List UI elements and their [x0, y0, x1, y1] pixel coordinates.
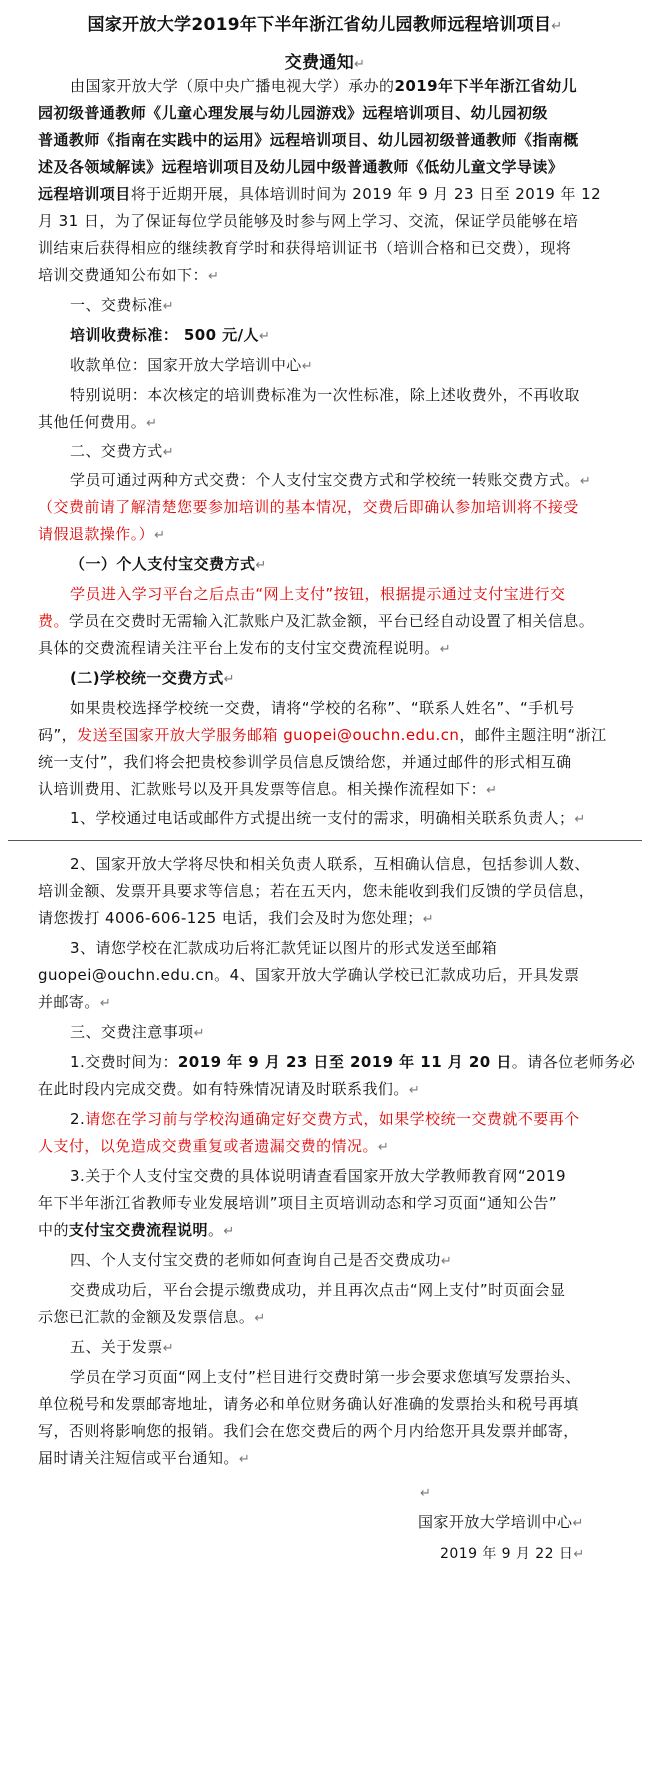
payee: 收款单位：国家开放大学培训中心↵ — [70, 356, 314, 374]
intro-line: 培训交费通知公布如下：↵ — [38, 266, 220, 284]
paragraph-mark: ↵ — [420, 1486, 431, 1501]
section-heading: 五、关于发票↵ — [70, 1338, 175, 1356]
school-payment-text: 统一支付”，我们将会把贵校参训学员信息反馈给您，并通过邮件的形式相互确 — [38, 753, 572, 771]
invoice-text: 学员在学习页面“网上支付”栏目进行交费时第一步会要求您填写发票抬头、 — [70, 1368, 581, 1386]
alipay-guide-note: 中的支付宝交费流程说明。↵ — [38, 1221, 235, 1239]
step-item: guopei@ouchn.edu.cn。4、国家开放大学确认学校已汇款成功后，开具发票 — [38, 966, 580, 984]
step-item: 并邮寄。↵ — [38, 993, 112, 1011]
alipay-guide-note: 年下半年浙江省教师专业发展培训”项目主页培训动态和学习页面“通知公告” — [38, 1194, 558, 1212]
section-heading: 二、交费方式↵ — [70, 442, 175, 460]
step-item: 培训金额、发票开具要求等信息；若在五天内，您未能收到我们反馈的学员信息， — [38, 882, 595, 900]
section-heading: 三、交费注意事项↵ — [70, 1023, 205, 1041]
page-break-line — [8, 840, 642, 841]
query-text: 交费成功后，平台会提示缴费成功，并且再次点击“网上支付”时页面会显 — [70, 1281, 566, 1299]
alipay-guide-note: 3.关于个人支付宝交费的具体说明请查看国家开放大学教师教育网“2019 — [70, 1167, 567, 1185]
service-email-link[interactable]: 发送至国家开放大学服务邮箱 guopei@ouchn.edu.cn — [77, 726, 460, 744]
warning-text: （交费前请了解清楚您要参加培训的基本情况，交费后即确认参加培训将不接受 — [38, 498, 579, 516]
alipay-instructions: 具体的交费流程请关注平台上发布的支付宝交费流程说明。↵ — [38, 639, 452, 657]
deadline-note: 1.交费时间为：2019 年 9 月 23 日至 2019 年 11 月 20 日。请各位老师务必 — [70, 1053, 636, 1071]
step-item: 请您拨打 4006-606-125 电话，我们会及时为您处理；↵ — [38, 909, 435, 927]
deadline-note: 在此时段内完成交费。如有特殊情况请及时联系我们。↵ — [38, 1080, 421, 1098]
intro-line: 训结束后获得相应的继续教育学时和获得培训证书（培训合格和已交费），现将 — [38, 239, 572, 257]
school-payment-text: 认培训费用、汇款账号以及开具发票等信息。相关操作流程如下：↵ — [38, 780, 498, 798]
intro-line: 远程培训项目将于近期开展，具体培训时间为 2019 年 9 月 23 日至 2019 年 12 — [38, 185, 602, 203]
signature-date: 2019 年 9 月 22 日↵ — [440, 1546, 585, 1562]
special-note: 特别说明：本次核定的培训费标准为一次性标准，除上述收费外，不再收取 — [70, 386, 580, 404]
alipay-instructions: 费。学员在交费时无需输入汇款账户及汇款金额，平台已经自动设置了相关信息。 — [38, 612, 595, 630]
fee-standard: 培训收费标准： 500 元/人↵ — [70, 326, 271, 344]
signature-org: 国家开放大学培训中心↵ — [418, 1513, 584, 1531]
reminder-note: 2.请您在学习前与学校沟通确定好交费方式，如果学校统一交费就不要再个 — [70, 1110, 580, 1128]
step-item: 3、请您学校在汇款成功后将汇款凭证以图片的形式发送至邮箱 — [70, 939, 498, 957]
section-heading: 四、个人支付宝交费的老师如何查询自己是否交费成功↵ — [70, 1251, 453, 1269]
alipay-instructions: 学员进入学习平台之后点击“网上支付”按钮，根据提示通过支付宝进行交 — [70, 585, 566, 603]
reminder-note: 人支付，以免造成交费重复或者遗漏交费的情况。↵ — [38, 1137, 390, 1155]
invoice-text: 单位税号和发票邮寄地址，请务必和单位财务确认好准确的发票抬头和税号再填 — [38, 1395, 579, 1413]
invoice-text: 写，否则将影响您的报销。我们会在您交费后的两个月内给您开具发票并邮寄， — [38, 1422, 579, 1440]
subsection-heading: （一）个人支付宝交费方式↵ — [70, 555, 267, 573]
intro-line: 园初级普通教师《儿童心理发展与幼儿园游戏》远程培训项目、幼儿园初级 — [38, 104, 548, 122]
school-payment-text: 码”，发送至国家开放大学服务邮箱 guopei@ouchn.edu.cn，邮件主题注明“浙江 — [38, 726, 607, 744]
intro-line: 月 31 日，为了保证每位学员能够及时参与网上学习、交流，保证学员能够在培 — [38, 212, 579, 230]
document-title: 国家开放大学2019年下半年浙江省幼儿园教师远程培训项目↵ — [87, 15, 563, 35]
intro-line: 由国家开放大学（原中央广播电视大学）承办的2019年下半年浙江省幼儿 — [70, 77, 578, 95]
step-item: 1、学校通过电话或邮件方式提出统一支付的需求，明确相关联系负责人；↵ — [70, 809, 586, 827]
query-text: 示您已汇款的金额及发票信息。↵ — [38, 1308, 266, 1326]
subsection-heading: (二)学校统一交费方式↵ — [70, 669, 236, 687]
warning-text: 请假退款操作。）↵ — [38, 525, 166, 543]
intro-line: 普通教师《指南在实践中的运用》远程培训项目、幼儿园初级普通教师《指南概 — [38, 131, 579, 149]
intro-line: 述及各领域解读》远程培训项目及幼儿园中级普通教师《低幼儿童文学导读》 — [38, 158, 564, 176]
special-note: 其他任何费用。↵ — [38, 413, 158, 431]
section-heading: 一、交费标准↵ — [70, 296, 175, 314]
school-payment-text: 如果贵校选择学校统一交费，请将“学校的名称”、“联系人姓名”、“手机号 — [70, 699, 575, 717]
payment-methods-intro: 学员可通过两种方式交费：个人支付宝交费方式和学校统一转账交费方式。↵ — [70, 471, 592, 489]
document-subtitle: 交费通知↵ — [284, 53, 366, 73]
step-item: 2、国家开放大学将尽快和相关负责人联系，互相确认信息，包括参训人数、 — [70, 855, 590, 873]
invoice-text: 届时请关注短信或平台通知。↵ — [38, 1449, 251, 1467]
